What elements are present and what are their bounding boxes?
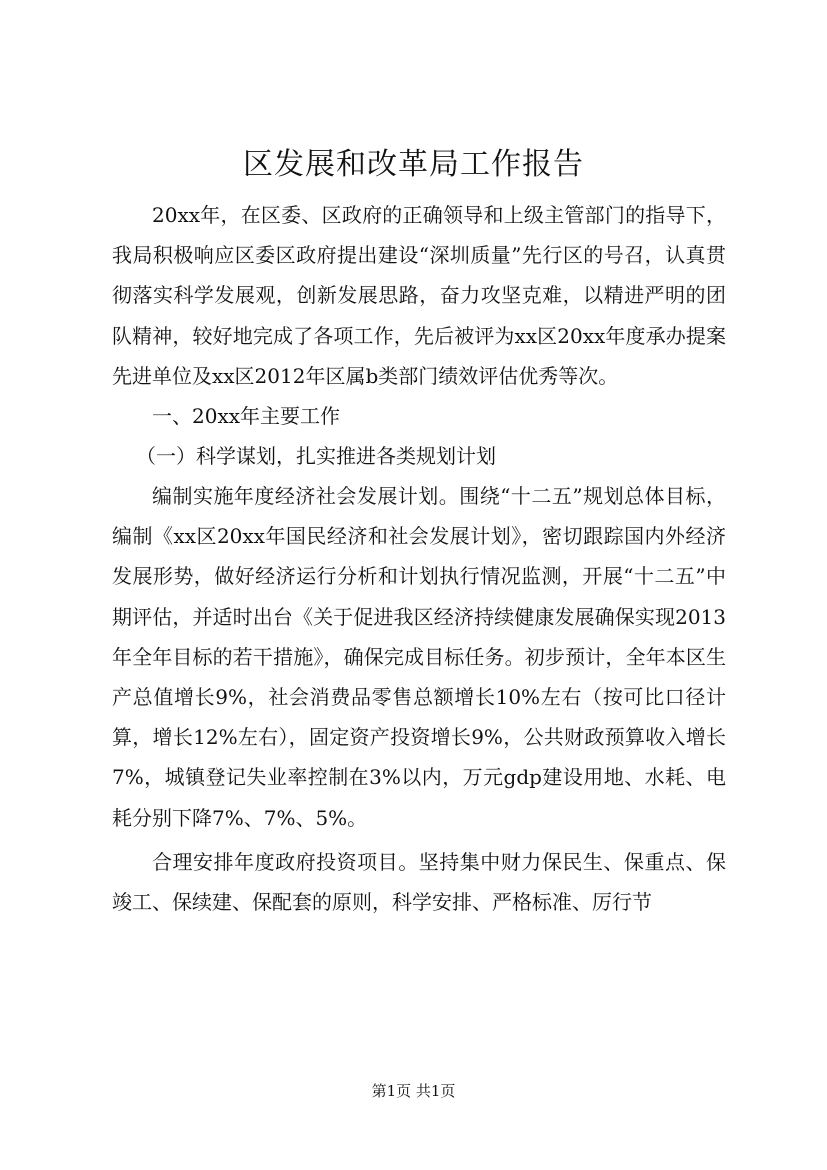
plan-paragraph: 编制实施年度经济社会发展计划。围绕“十二五”规划总体目标，编制《xx区20xx年国民经济和社会发展计划》，密切跟踪国内外经济发展形势，做好经济运行分析和计划执行情况监测，开展“十二五”中期评估，并适时出台《关于促进我区经济持续健康发展确保实现2013年全年目标的若干措施》，确保完成目标任务。初步预计，全年本区生产总值增长9%，社会消费品零售总额增长10%左右（按可比口径计算，增长12%左右），固定资产投资增长9%，公共财政预算收入增长7%，城镇登记失业率控制在3%以内，万元gdp建设用地、水耗、电耗分别下降7%、7%、5%。 [112, 484, 726, 830]
subsection-heading: （一）科学谋划，扎实推进各类规划计划 [136, 444, 496, 469]
document-body [112, 195, 726, 922]
intro-paragraph: 20xx年，在区委、区政府的正确领导和上级主管部门的指导下，我局积极响应区委区政府提出建设“深圳质量”先行区的号召，认真贯彻落实科学发展观，创新发展思路，奋力攻坚克难，以精进严明的团队精神，较好地完成了各项工作，先后被评为xx区20xx年度承办提案先进单位及xx区2012年区属b类部门绩效评估优秀等次。 [112, 203, 726, 388]
investment-paragraph: 合理安排年度政府投资项目。坚持集中财力保民生、保重点、保竣工、保续建、保配套的原则，科学安排、严格标准、厉行节 [112, 849, 726, 915]
document-title: 区发展和改革局工作报告 [243, 147, 584, 182]
page-number-footer: 第1页 共1页 [371, 1082, 456, 1100]
section-heading: 一、20xx年主要工作 [152, 404, 341, 429]
